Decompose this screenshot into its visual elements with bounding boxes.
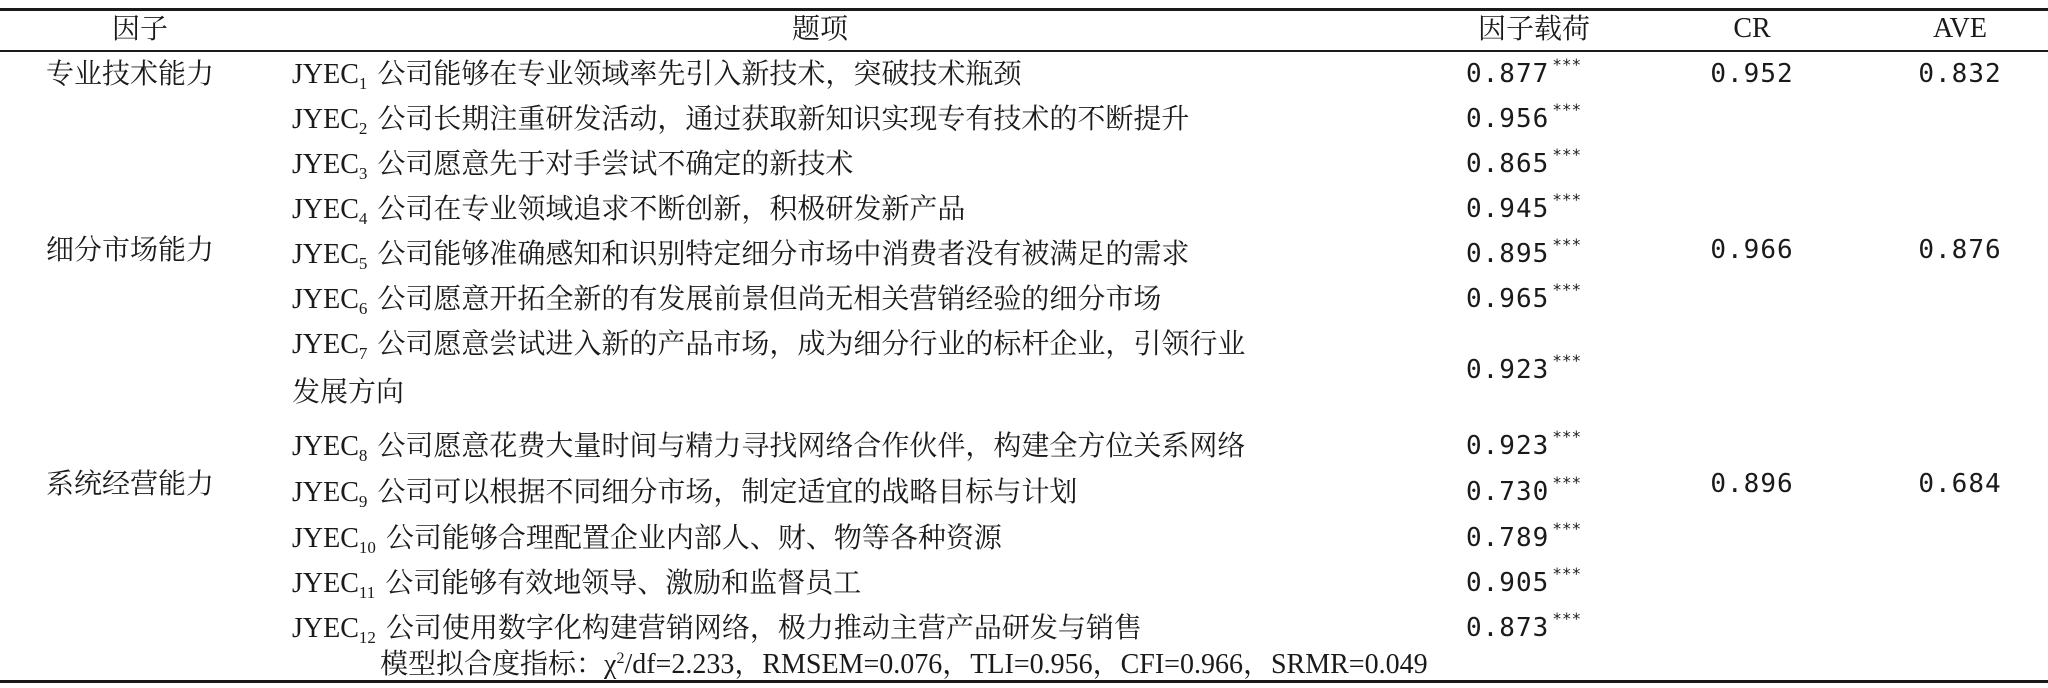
item-code-sub: 7 bbox=[358, 344, 368, 363]
significance-mark: *** bbox=[1552, 280, 1582, 299]
item-row-3 bbox=[292, 146, 853, 183]
item-code-sub: 3 bbox=[358, 164, 368, 183]
item-code: JYEC bbox=[292, 239, 359, 270]
item-loading bbox=[1466, 101, 1581, 140]
loading-value: 0.956 bbox=[1466, 104, 1550, 134]
item-text: 公司长期注重研发活动，通过获取新知识实现专有技术的不断提升 bbox=[377, 102, 1190, 135]
item-row-6 bbox=[292, 281, 1161, 318]
header-cr: CR bbox=[1733, 13, 1771, 44]
header-ave: AVE bbox=[1933, 13, 1987, 44]
item-text: 公司能够准确感知和识别特定细分市场中消费者没有被满足的需求 bbox=[377, 237, 1190, 270]
item-row-12 bbox=[292, 610, 1142, 647]
item-row-7 bbox=[292, 326, 1245, 363]
item-text: 公司能够在专业领域率先引入新技术，突破技术瓶颈 bbox=[377, 57, 1022, 90]
item-code: JYEC bbox=[292, 194, 359, 225]
fit-note-chi: χ bbox=[604, 649, 617, 680]
item-loading bbox=[1466, 236, 1581, 275]
item-code-sub: 5 bbox=[358, 254, 368, 273]
item-code: JYEC bbox=[292, 59, 359, 90]
loading-value: 0.895 bbox=[1466, 239, 1550, 269]
ave-technical: 0.832 bbox=[1918, 59, 2002, 89]
item-row-8 bbox=[292, 428, 1245, 465]
item-loading bbox=[1466, 520, 1581, 559]
item-loading bbox=[1466, 146, 1581, 185]
item-code-sub: 11 bbox=[358, 583, 376, 602]
factor-operation: 系统经营能力 bbox=[46, 467, 215, 500]
item-code-sub: 6 bbox=[358, 299, 368, 318]
item-code-sub: 2 bbox=[358, 119, 368, 138]
item-code: JYEC bbox=[292, 284, 359, 315]
factor-market: 细分市场能力 bbox=[46, 233, 215, 266]
item-text: 公司愿意尝试进入新的产品市场，成为细分行业的标杆企业，引领行业 bbox=[377, 327, 1246, 360]
significance-mark: *** bbox=[1552, 609, 1582, 628]
loading-value: 0.965 bbox=[1466, 284, 1550, 314]
item-code: JYEC bbox=[292, 149, 359, 180]
item-code: JYEC bbox=[292, 523, 359, 554]
fit-note-sup: 2 bbox=[616, 650, 625, 667]
loading-value: 0.873 bbox=[1466, 613, 1550, 643]
item-text: 公司愿意花费大量时间与精力寻找网络合作伙伴，构建全方位关系网络 bbox=[377, 429, 1246, 462]
cr-operation: 0.896 bbox=[1710, 469, 1794, 499]
item-row-4 bbox=[292, 191, 965, 228]
item-text: 公司使用数字化构建营销网络，极力推动主营产品研发与销售 bbox=[385, 611, 1142, 644]
item-code-sub: 8 bbox=[358, 446, 368, 465]
loading-value: 0.905 bbox=[1466, 568, 1550, 598]
significance-mark: *** bbox=[1552, 190, 1582, 209]
loading-value: 0.865 bbox=[1466, 149, 1550, 179]
header-item: 题项 bbox=[791, 12, 849, 45]
header-loading: 因子载荷 bbox=[1477, 12, 1591, 45]
cr-technical: 0.952 bbox=[1710, 59, 1794, 89]
item-code-sub: 12 bbox=[358, 628, 376, 647]
item-code-sub: 1 bbox=[358, 74, 368, 93]
loading-value: 0.877 bbox=[1466, 59, 1550, 89]
significance-mark: *** bbox=[1552, 351, 1582, 370]
item-text: 公司愿意开拓全新的有发展前景但尚无相关营销经验的细分市场 bbox=[377, 282, 1162, 315]
significance-mark: *** bbox=[1552, 519, 1582, 538]
item-loading bbox=[1466, 565, 1581, 604]
item-text: 公司在专业领域追求不断创新，积极研发新产品 bbox=[377, 192, 966, 225]
significance-mark: *** bbox=[1552, 473, 1582, 492]
item-text-continued: 发展方向 bbox=[292, 375, 405, 408]
item-text: 公司愿意先于对手尝试不确定的新技术 bbox=[377, 147, 854, 180]
item-code: JYEC bbox=[292, 477, 359, 508]
item-code-sub: 10 bbox=[358, 538, 376, 557]
item-code: JYEC bbox=[292, 329, 359, 360]
item-code: JYEC bbox=[292, 104, 359, 135]
header-rule bbox=[0, 50, 2048, 52]
significance-mark: *** bbox=[1552, 427, 1582, 446]
fit-note-stats: /df=2.233，RMSEM=0.076，TLI=0.956，CFI=0.966，SRMR=0.049 bbox=[624, 649, 1428, 680]
item-code: JYEC bbox=[292, 613, 359, 644]
loading-value: 0.789 bbox=[1466, 523, 1550, 553]
item-row-5 bbox=[292, 236, 1189, 273]
item-code: JYEC bbox=[292, 568, 359, 599]
item-loading bbox=[1466, 428, 1581, 467]
item-row-11 bbox=[292, 565, 861, 602]
fit-note-label: 模型拟合度指标： bbox=[380, 647, 605, 680]
item-loading bbox=[1466, 610, 1581, 649]
item-loading bbox=[1466, 474, 1581, 513]
ave-operation: 0.684 bbox=[1918, 469, 2002, 499]
loading-value: 0.923 bbox=[1466, 355, 1550, 385]
fit-note bbox=[380, 646, 1428, 683]
ave-market: 0.876 bbox=[1918, 235, 2002, 265]
item-loading bbox=[1466, 352, 1581, 391]
item-loading bbox=[1466, 191, 1581, 230]
item-code: JYEC bbox=[292, 431, 359, 462]
item-text: 公司能够合理配置企业内部人、财、物等各种资源 bbox=[385, 521, 1002, 554]
item-text: 公司可以根据不同细分市场，制定适宜的战略目标与计划 bbox=[377, 475, 1078, 508]
loading-value: 0.730 bbox=[1466, 477, 1550, 507]
factor-technical: 专业技术能力 bbox=[46, 57, 215, 90]
significance-mark: *** bbox=[1552, 235, 1582, 254]
item-row-10 bbox=[292, 520, 1002, 557]
cr-market: 0.966 bbox=[1710, 235, 1794, 265]
loading-value: 0.923 bbox=[1466, 431, 1550, 461]
significance-mark: *** bbox=[1552, 100, 1582, 119]
item-text: 公司能够有效地领导、激励和监督员工 bbox=[385, 566, 862, 599]
header-factor: 因子 bbox=[111, 12, 169, 45]
item-code-sub: 9 bbox=[358, 492, 368, 511]
item-loading bbox=[1466, 56, 1581, 95]
loading-value: 0.945 bbox=[1466, 194, 1550, 224]
significance-mark: *** bbox=[1552, 55, 1582, 74]
item-loading bbox=[1466, 281, 1581, 320]
significance-mark: *** bbox=[1552, 145, 1582, 164]
item-row-2 bbox=[292, 101, 1189, 138]
significance-mark: *** bbox=[1552, 564, 1582, 583]
item-code-sub: 4 bbox=[358, 209, 368, 228]
item-row-9 bbox=[292, 474, 1077, 511]
item-row-1 bbox=[292, 56, 1021, 93]
